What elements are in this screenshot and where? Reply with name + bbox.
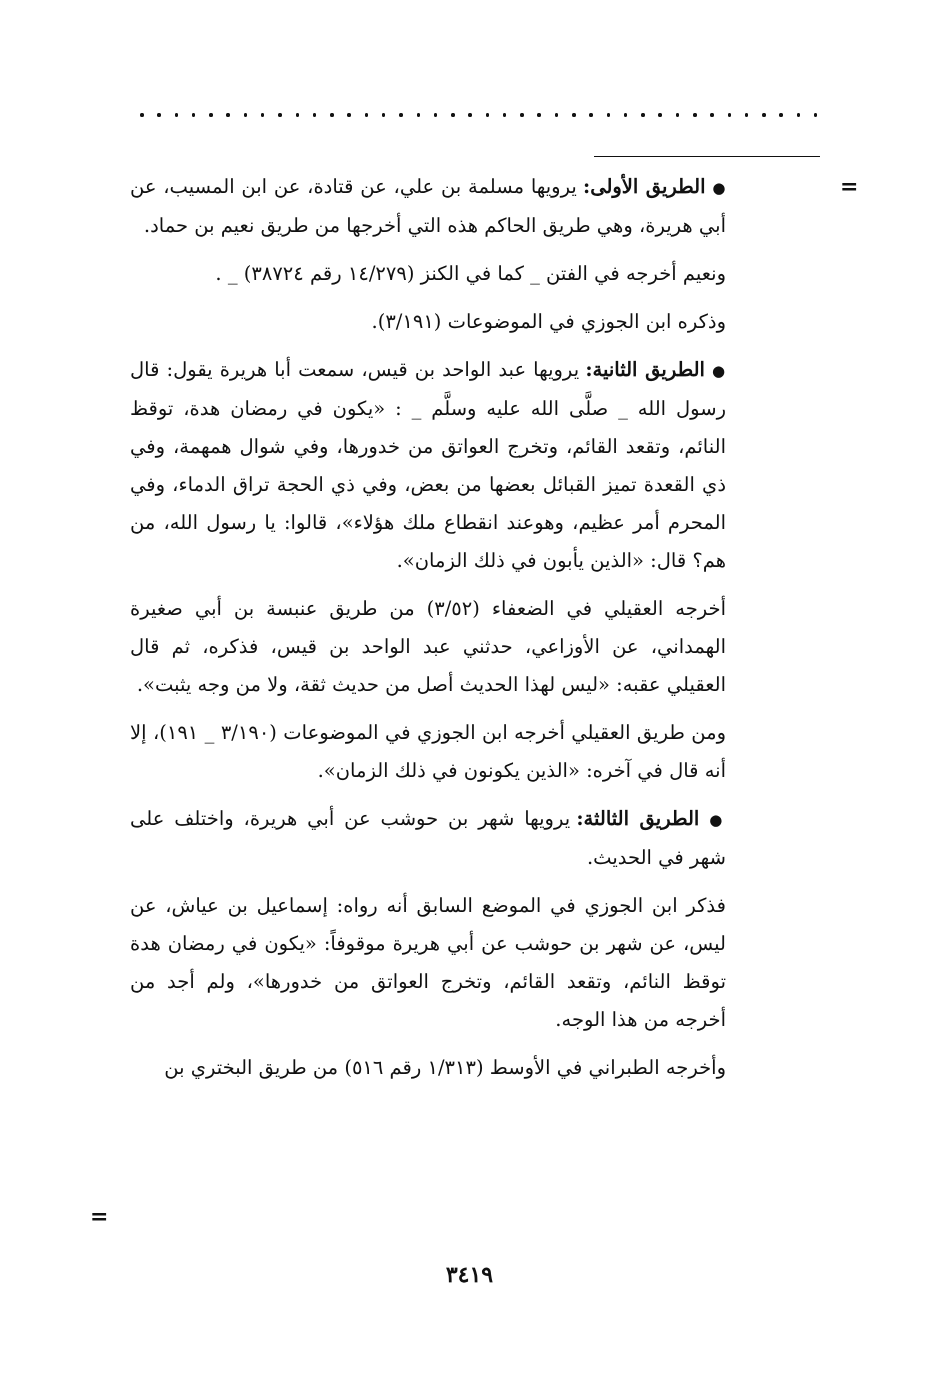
paragraph-text: ومن طريق العقيلي أخرجه ابن الجوزي في الموضوعات (٣/١٩٠ _ ١٩١)، إلا أنه قال في آخره: «الذين يكونون في ذلك الزمان». [130,721,726,782]
separator-dot [624,113,628,117]
separator-dot [434,113,438,117]
separator-dot [555,113,559,117]
paragraph-text: وأخرجه الطبراني في الأوسط (١/٣١٣ رقم ٥١٦) من طريق البختري بن [164,1056,726,1079]
separator-dot [382,113,386,117]
separator-dot [503,113,507,117]
separator-dot [313,113,317,117]
separator-dot [278,113,282,117]
paragraph-first-route [130,168,726,245]
margin-continuation-mark-top: = [840,174,859,200]
separator-dot [728,113,732,117]
separator-dot [572,113,576,117]
separator-dot [417,113,421,117]
section-label: الطريق الثانية: [585,358,705,381]
separator-dot [468,113,472,117]
separator-dot [537,113,541,117]
separator-dot [157,113,161,117]
section-label: الطريق الأولى: [583,175,706,198]
paragraph-third-route [130,800,726,877]
paragraph [130,590,726,704]
separator-dot [261,113,265,117]
paragraph-second-route [130,351,726,580]
separator-dot [451,113,455,117]
footnote-text-block [130,168,726,1097]
section-label: الطريق الثالثة: [576,807,700,830]
paragraph-text: أخرجه العقيلي في الضعفاء (٣/٥٢) من طريق عنبسة بن أبي صغيرة الهمداني، عن الأوزاعي، حدثني عبد الواحد بن قيس، فذكره، ثم قال العقيلي عقبه: «ليس لهذا الحديث أصل من حديث ثقة، ولا من وجه يثبت». [130,597,726,696]
bullet-icon: ● [709,811,727,829]
separator-dot [797,113,801,117]
paragraph-text: يرويها شهر بن حوشب عن أبي هريرة، واختلف على شهر في الحديث. [130,807,726,869]
separator-dot [762,113,766,117]
separator-dot [365,113,369,117]
paragraph [130,1049,726,1087]
paragraph [130,303,726,341]
separator-dot [607,113,611,117]
separator-dot [710,113,714,117]
separator-dot [658,113,662,117]
separator-dot [244,113,248,117]
paragraph [130,887,726,1039]
separator-dot [779,113,783,117]
paragraph-text: وذكره ابن الجوزي في الموضوعات (٣/١٩١). [371,310,726,333]
separator-dot [399,113,403,117]
separator-dot [296,113,300,117]
paragraph [130,255,726,293]
paragraph-text: يرويها مسلمة بن علي، عن قتادة، عن ابن المسيب، عن أبي هريرة، وهي طريق الحاكم هذه التي أخرجها من طريق نعيم بن حماد. [130,175,726,237]
separator-dot [814,113,818,117]
separator-dot [140,113,144,117]
paragraph-text: فذكر ابن الجوزي في الموضع السابق أنه رواه: إسماعيل بن عياش، عن ليس، عن شهر بن حوشب عن أبي هريرة موقوفاً: «يكون في رمضان هدة توقظ النائم، وتقعد القائم، وتخرج العواتق من خدورها»، ولم أجد من أخرجه من هذا الوجه. [130,894,726,1031]
separator-dot [693,113,697,117]
separator-dot [192,113,196,117]
separator-dot [226,113,230,117]
separator-dot [486,113,490,117]
separator-dot [589,113,593,117]
page-number: ٣٤١٩ [445,1262,494,1288]
paragraph-text: يرويها عبد الواحد بن قيس، سمعت أبا هريرة يقول: قال رسول الله _ صلَّى الله عليه وسلَّم _ : «يكون في رمضان هدة، توقظ النائم، وتقعد القائم، وتخرج العواتق من خدورها، وفي شوال همهمة، وفي ذي القعدة تميز القبائل بعضها من بعض، وفي ذي الحجة تراق الدماء، وفي المحرم أمر عظيم، وهوعند انقطاع ملك هؤلاء»، قالوا: يا رسول الله، من هم؟ قال: «الذين يأبون في ذلك الزمان». [130,358,726,572]
separator-dot [209,113,213,117]
bullet-icon: ● [712,362,726,380]
separator-dot [676,113,680,117]
footnote-rule [594,156,820,157]
margin-continuation-mark-bottom: = [90,1204,109,1230]
separator-dot [745,113,749,117]
separator-dot [330,113,334,117]
separator-dot [175,113,179,117]
separator-dot [520,113,524,117]
paragraph [130,714,726,790]
header-dot-separator [140,108,818,122]
separator-dot [641,113,645,117]
paragraph-text: ونعيم أخرجه في الفتن _ كما في الكنز (١٤/٢٧٩ رقم ٣٨٧٢٤) _ . [215,262,726,285]
bullet-icon: ● [712,179,727,197]
separator-dot [347,113,351,117]
